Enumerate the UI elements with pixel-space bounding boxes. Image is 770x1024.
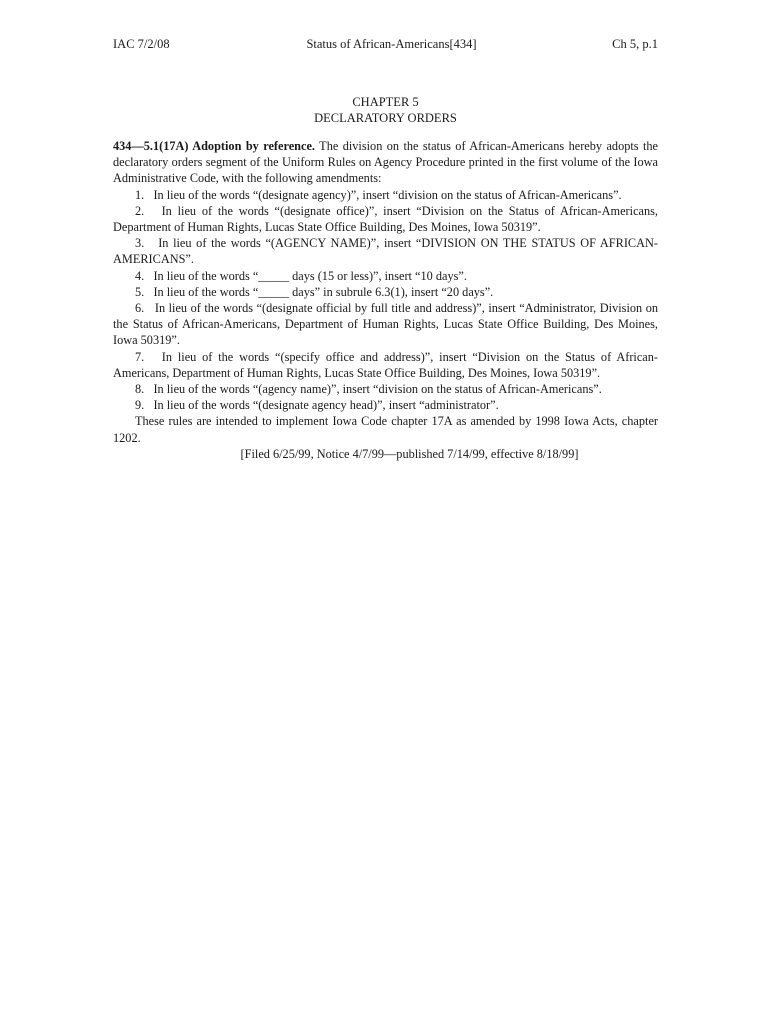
chapter-heading (113, 95, 658, 126)
amendment-item: 1. In lieu of the words “(designate agency)”, insert “division on the status of African-Americans”. (135, 187, 622, 202)
amendment-item: 9. In lieu of the words “(designate agency head)”, insert “administrator”. (135, 398, 499, 413)
header-date: IAC 7/2/08 (113, 37, 170, 51)
page-header (113, 36, 658, 52)
amendment-item: 5. In lieu of the words “_____ days” in subrule 6.3(1), insert “20 days”. (135, 284, 494, 299)
rule-intro: The division on the status of African-Americans hereby adopts the declaratory orders segment of the Uniform Rules on Agency Procedure printed in the first volume of the Iowa Administrative Code, with the following amendments: (113, 139, 658, 186)
amendment-item: 7. In lieu of the words “(specify office and address)”, insert “Division on the Status of African-Americans, Department of Human Rights, Lucas State Office Building, Des Moines, Iowa 50319”. (113, 349, 658, 380)
document-body (113, 138, 658, 462)
chapter-title: DECLARATORY ORDERS (314, 110, 457, 125)
header-title: Status of African-Americans[434] (306, 37, 477, 51)
amendment-item: 4. In lieu of the words “_____ days (15 or less)”, insert “10 days”. (135, 268, 467, 283)
rule-paragraph (113, 138, 658, 187)
implementation-note: These rules are intended to implement Iowa Code chapter 17A as amended by 1998 Iowa Acts, chapter 1202. (113, 414, 658, 445)
amendment-item: 3. In lieu of the words “(AGENCY NAME)”, insert “DIVISION ON THE STATUS OF AFRICAN-AMERICANS”. (113, 236, 658, 267)
rule-id: 434—5.1(17A) Adoption by reference. (113, 139, 315, 153)
amendment-item: 2. In lieu of the words “(designate office)”, insert “Division on the Status of African-Americans, Department of Human Rights, Lucas State Office Building, Des Moines, Iowa 50319”. (113, 203, 658, 235)
header-page-number: Ch 5, p.1 (612, 37, 658, 51)
amendment-item: 8. In lieu of the words “(agency name)”, insert “division on the status of African-Americans”. (135, 382, 602, 397)
filing-history: [Filed 6/25/99, Notice 4/7/99—published 7/14/99, effective 8/18/99] (240, 446, 579, 461)
chapter-number: CHAPTER 5 (352, 95, 419, 109)
amendment-item: 6. In lieu of the words “(designate official by full title and address)”, insert “Administrator, Division on the Status of African-Americans, Department of Human Rights, Lucas State Office Building, Des Moines, Iowa 50319”. (113, 301, 658, 348)
